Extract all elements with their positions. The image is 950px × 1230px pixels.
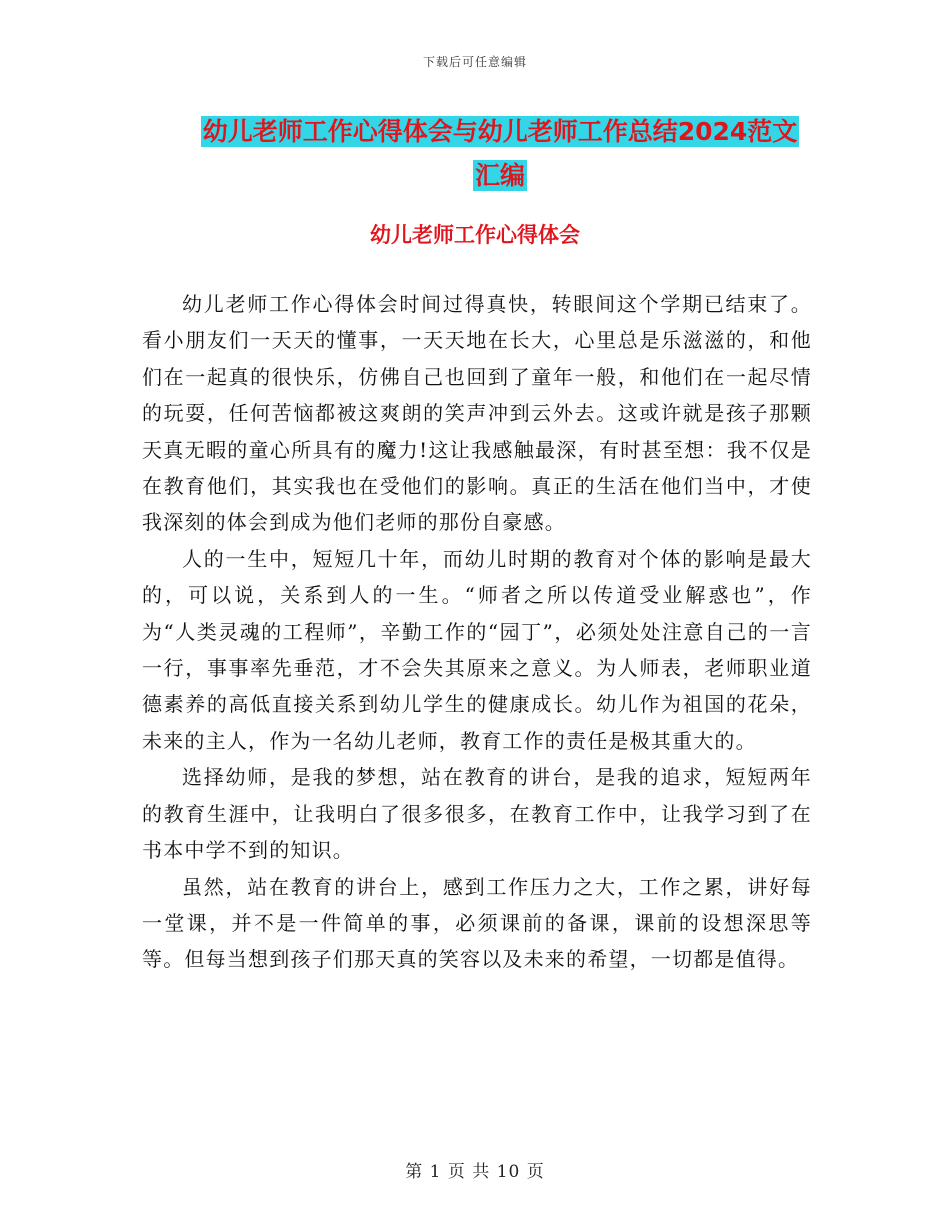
document-title-line-1: 幼儿老师工作心得体会与幼儿老师工作总结2024范文: [202, 117, 798, 146]
paragraph: 选择幼师，是我的梦想，站在教育的讲台，是我的追求，短短两年的教育生涯中，让我明白了很多很多，在教育工作中，让我学习到了在书本中学不到的知识。: [142, 765, 812, 863]
paragraph: 虽然，站在教育的讲台上，感到工作压力之大，工作之累，讲好每一堂课，并不是一件简单的事，必须课前的备课，课前的设想深思等等。但每当想到孩子们那天真的笑容以及未来的希望，一切都是值得。: [142, 874, 812, 972]
document-title: [140, 110, 860, 198]
paragraph: 幼儿老师工作心得体会时间过得真快，转眼间这个学期已结束了。看小朋友们一天天的懂事，一天天地在长大，心里总是乐滋滋的，和他们在一起真的很快乐，仿佛自己也回到了童年一般，和他们在一起尽情的玩耍，任何苦恼都被这爽朗的笑声冲到云外去。这或许就是孩子那颗天真无暇的童心所具有的魔力!这让我感触最深，有时甚至想：我不仅是在教育他们，其实我也在受他们的影响。真正的生活在他们当中，才使我深刻的体会到成为他们老师的那份自豪感。: [142, 292, 812, 535]
paragraph: 人的一生中，短短几十年，而幼儿时期的教育对个体的影响是最大的，可以说，关系到人的一生。“师者之所以传道受业解惑也”，作为“人类灵魂的工程师”，辛勤工作的“园丁”，必须处处注意自己的一言一行，事事率先垂范，才不会失其原来之意义。为人师表，老师职业道德素养的高低直接关系到幼儿学生的健康成长。幼儿作为祖国的花朵，未来的主人，作为一名幼儿老师，教育工作的责任是极其重大的。: [142, 546, 812, 753]
header-note: 下载后可任意编辑: [422, 55, 527, 69]
document-title-line-2: 汇编: [474, 161, 525, 190]
article-body: [142, 286, 812, 978]
page-number-footer: 第 1 页 共 10 页: [405, 1162, 545, 1182]
section-title: 幼儿老师工作心得体会: [370, 223, 580, 247]
